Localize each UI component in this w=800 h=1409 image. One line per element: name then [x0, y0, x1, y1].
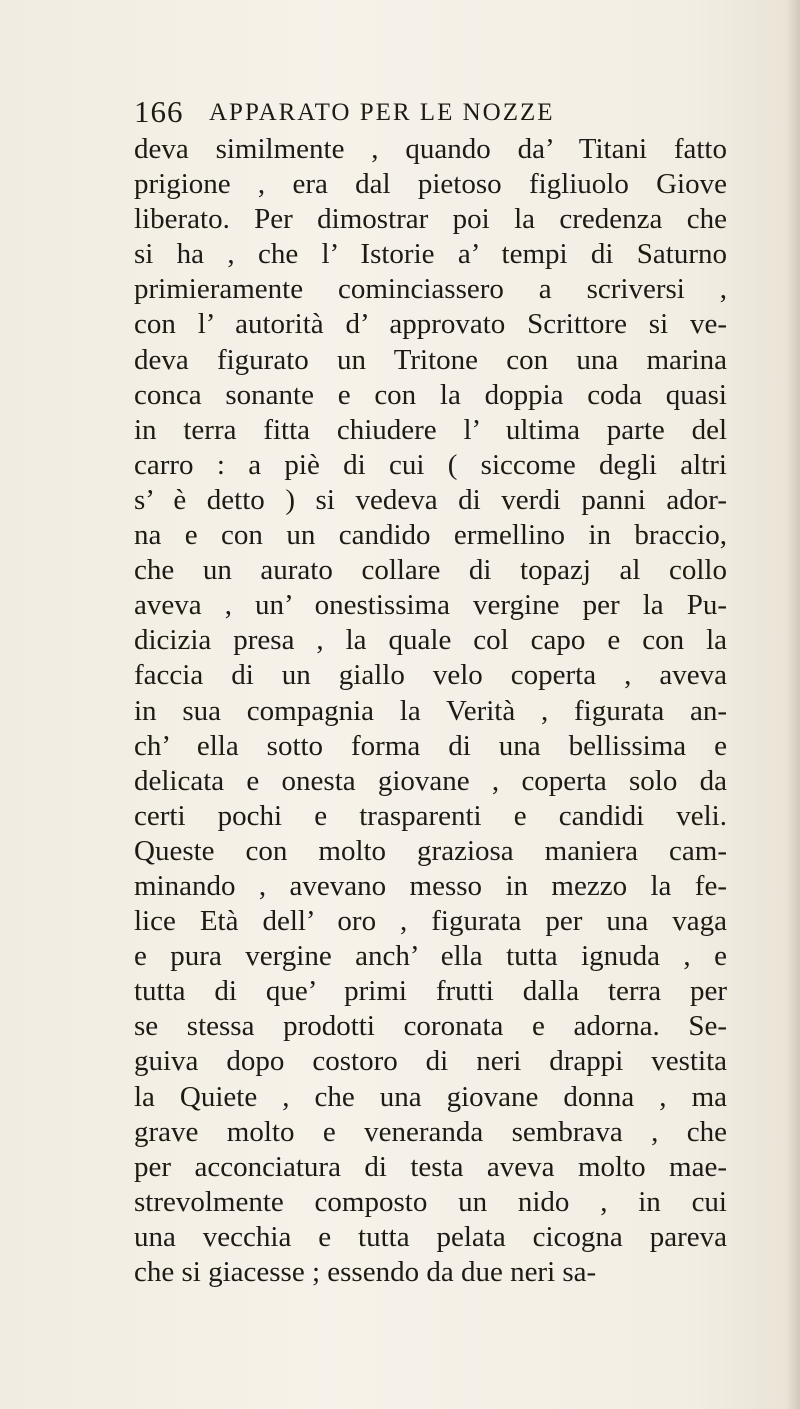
text-line: prigione , era dal pietoso figliuolo Giove [134, 168, 727, 201]
text-line: faccia di un giallo velo coperta , aveva [134, 659, 727, 692]
text-line: grave molto e veneranda sembrava , che [134, 1115, 727, 1148]
text-line: guiva dopo costoro di neri drappi vestita [134, 1045, 727, 1078]
text-line: in terra fitta chiudere l’ ultima parte del [134, 413, 727, 446]
text-line: che si giacesse ; essendo da due neri sa- [134, 1256, 597, 1288]
text-line: che un aurato collare di topazj al collo [134, 554, 727, 587]
text-line: conca sonante e con la doppia coda quasi [134, 378, 727, 411]
text-line: se stessa prodotti coronata e adorna. Se- [134, 1010, 727, 1043]
text-line: dicizia presa , la quale col capo e con la [134, 624, 727, 657]
text-line: carro : a piè di cui ( siccome degli altri [134, 448, 727, 481]
body-text [134, 132, 727, 1290]
page-header [134, 92, 734, 132]
text-line: tutta di que’ primi frutti dalla terra per [134, 975, 727, 1008]
text-line: e pura vergine anch’ ella tutta ignuda , e [134, 940, 727, 973]
text-line: la Quiete , che una giovane donna , ma [134, 1080, 727, 1113]
text-line: con l’ autorità d’ approvato Scrittore si ve- [134, 308, 727, 341]
text-line: primieramente cominciassero a scriversi , [134, 273, 727, 306]
page-edge-shadow [786, 0, 800, 1409]
text-line: certi pochi e trasparenti e candidi veli. [134, 799, 727, 832]
text-line: Queste con molto graziosa maniera cam- [134, 834, 727, 867]
text-line: lice Età dell’ oro , figurata per una vaga [134, 905, 727, 938]
text-line: liberato. Per dimostrar poi la credenza che [134, 203, 727, 236]
page-number: 166 [134, 94, 184, 129]
text-line: una vecchia e tutta pelata cicogna pareva [134, 1220, 727, 1253]
text-line: aveva , un’ onestissima vergine per la Pu- [134, 589, 727, 622]
text-line: na e con un candido ermellino in braccio, [134, 519, 727, 552]
text-line: strevolmente composto un nido , in cui [134, 1185, 727, 1218]
text-line: s’ è detto ) si vedeva di verdi panni ador- [134, 483, 727, 516]
text-line: si ha , che l’ Istorie a’ tempi di Saturno [134, 238, 727, 271]
text-line: delicata e onesta giovane , coperta solo da [134, 764, 727, 797]
running-head: APPARATO PER LE NOZZE [209, 99, 555, 126]
text-line: ch’ ella sotto forma di una bellissima e [134, 729, 727, 762]
text-line: minando , avevano messo in mezzo la fe- [134, 869, 727, 902]
text-line: deva similmente , quando da’ Titani fatto [134, 133, 727, 165]
text-line: deva figurato un Tritone con una marina [134, 343, 727, 376]
text-line: per acconciatura di testa aveva molto mae- [134, 1150, 727, 1183]
text-line: in sua compagnia la Verità , figurata an- [134, 694, 727, 727]
